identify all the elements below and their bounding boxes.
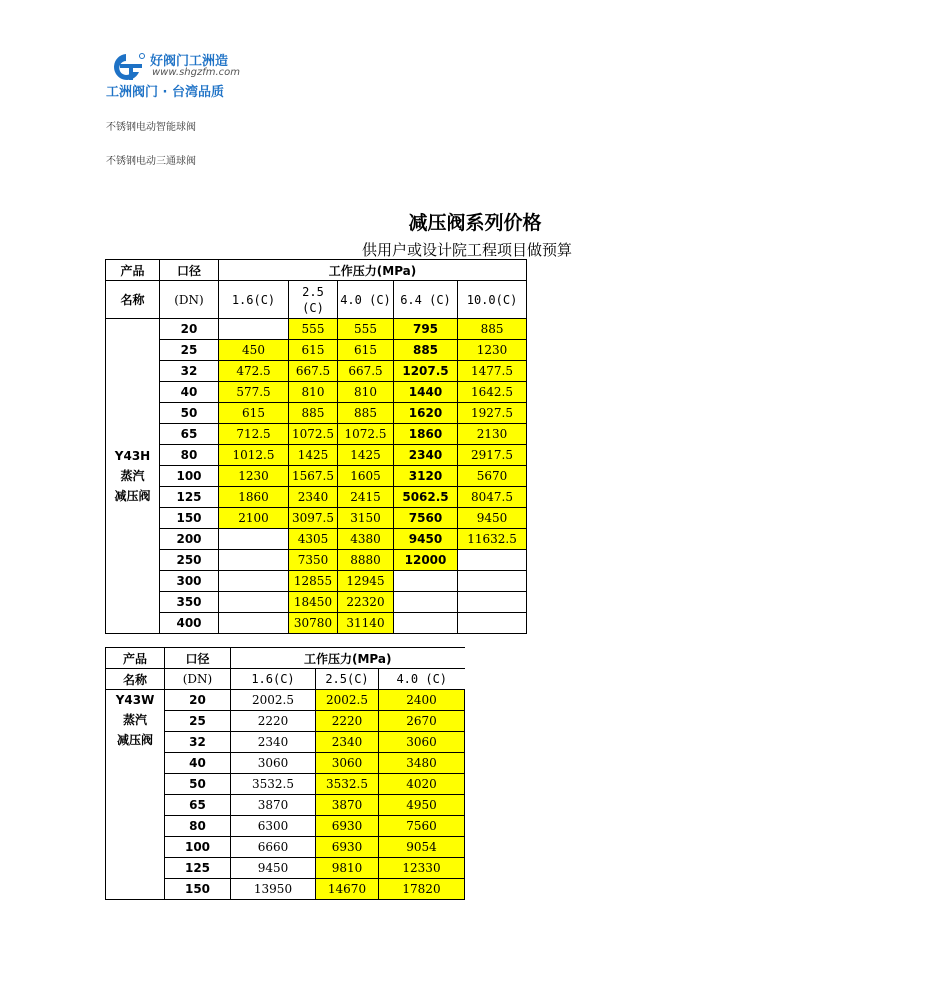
- price-cell: 2220: [316, 711, 379, 732]
- price-cell: [394, 613, 458, 634]
- price-cell: 2917.5: [458, 445, 527, 466]
- price-cell: 2340: [316, 732, 379, 753]
- price-cell: [219, 571, 289, 592]
- price-table-y43h: [105, 259, 527, 634]
- logo-slogan: 好阀门工洲造: [150, 54, 229, 69]
- price-cell: 9450: [394, 529, 458, 550]
- price-cell: 22320: [338, 592, 394, 613]
- price-cell: 795: [394, 319, 458, 340]
- price-cell: 3480: [379, 753, 465, 774]
- price-cell: 1012.5: [219, 445, 289, 466]
- table-row: [106, 340, 527, 361]
- price-cell: [394, 592, 458, 613]
- header-pressure: 工作压力(MPa): [231, 648, 465, 669]
- dn-cell: 25: [160, 340, 219, 361]
- dn-cell: 32: [165, 732, 231, 753]
- price-cell: 1620: [394, 403, 458, 424]
- table-row: [106, 424, 527, 445]
- price-cell: 615: [289, 340, 338, 361]
- page-subtitle: 供用户或设计院工程项目做预算: [362, 241, 573, 259]
- product-name-line: 减压阀: [114, 489, 151, 503]
- link-electric-smart-ball-valve[interactable]: 不锈钢电动智能球阀: [106, 122, 196, 133]
- dn-cell: 40: [160, 382, 219, 403]
- price-cell: [458, 550, 527, 571]
- price-cell: 1567.5: [289, 466, 338, 487]
- header-pressure-2: 4.0 (C): [338, 281, 394, 319]
- price-cell: 3060: [231, 753, 316, 774]
- price-cell: 1605: [338, 466, 394, 487]
- price-cell: 2002.5: [231, 690, 316, 711]
- price-cell: 2130: [458, 424, 527, 445]
- price-cell: 1860: [394, 424, 458, 445]
- logo-brand: 工洲阀门 · 台湾品质: [106, 85, 224, 100]
- header-pressure-1: 2.5(C): [289, 281, 338, 319]
- price-cell: 8880: [338, 550, 394, 571]
- company-logo: [106, 50, 246, 98]
- price-cell: 6930: [316, 837, 379, 858]
- header-pressure-1: 2.5(C): [316, 669, 379, 690]
- header-dn: 口径: [165, 648, 231, 669]
- price-cell: 2415: [338, 487, 394, 508]
- price-cell: [219, 592, 289, 613]
- price-cell: [219, 529, 289, 550]
- price-cell: 31140: [338, 613, 394, 634]
- price-cell: 6660: [231, 837, 316, 858]
- dn-cell: 400: [160, 613, 219, 634]
- price-cell: 885: [338, 403, 394, 424]
- price-cell: 13950: [231, 879, 316, 900]
- table-row: [106, 571, 527, 592]
- price-cell: 667.5: [289, 361, 338, 382]
- page-title: 减压阀系列价格: [408, 212, 542, 234]
- price-cell: 1425: [338, 445, 394, 466]
- price-cell: 11632.5: [458, 529, 527, 550]
- price-cell: 12000: [394, 550, 458, 571]
- product-name-cell: [106, 690, 165, 900]
- price-cell: 2002.5: [316, 690, 379, 711]
- price-cell: 9054: [379, 837, 465, 858]
- price-cell: 12855: [289, 571, 338, 592]
- price-table-y43w: [105, 647, 465, 900]
- price-cell: 4020: [379, 774, 465, 795]
- price-cell: 8047.5: [458, 487, 527, 508]
- price-cell: 12330: [379, 858, 465, 879]
- price-cell: [458, 571, 527, 592]
- price-cell: 5670: [458, 466, 527, 487]
- price-cell: 450: [219, 340, 289, 361]
- dn-cell: 32: [160, 361, 219, 382]
- header-pressure: 工作压力(MPa): [219, 260, 527, 281]
- price-cell: 472.5: [219, 361, 289, 382]
- price-cell: 2670: [379, 711, 465, 732]
- header-pressure-0: 1.6(C): [231, 669, 316, 690]
- price-cell: 6300: [231, 816, 316, 837]
- dn-cell: 80: [165, 816, 231, 837]
- gz-logo-icon: [106, 52, 146, 82]
- price-cell: 555: [289, 319, 338, 340]
- price-cell: 555: [338, 319, 394, 340]
- dn-cell: 80: [160, 445, 219, 466]
- price-cell: 1425: [289, 445, 338, 466]
- product-name-line: Y43W: [115, 693, 155, 707]
- price-cell: 14670: [316, 879, 379, 900]
- price-cell: 1927.5: [458, 403, 527, 424]
- price-cell: 885: [458, 319, 527, 340]
- price-cell: [219, 613, 289, 634]
- price-cell: 3870: [316, 795, 379, 816]
- header-product-name: 名称: [106, 669, 165, 690]
- dn-cell: 65: [165, 795, 231, 816]
- dn-cell: 100: [165, 837, 231, 858]
- price-cell: 577.5: [219, 382, 289, 403]
- price-cell: 6930: [316, 816, 379, 837]
- price-cell: 810: [338, 382, 394, 403]
- price-cell: 4950: [379, 795, 465, 816]
- table-row: [106, 592, 527, 613]
- price-cell: [458, 592, 527, 613]
- price-cell: 3870: [231, 795, 316, 816]
- price-cell: 1072.5: [289, 424, 338, 445]
- header-pressure-2: 4.0 (C): [379, 669, 465, 690]
- price-cell: 3060: [379, 732, 465, 753]
- price-cell: 3060: [316, 753, 379, 774]
- price-cell: 2340: [394, 445, 458, 466]
- price-cell: 3532.5: [316, 774, 379, 795]
- product-name-cell: [106, 319, 160, 634]
- price-cell: 17820: [379, 879, 465, 900]
- price-cell: 2220: [231, 711, 316, 732]
- product-name-line: 减压阀: [116, 733, 153, 747]
- dn-cell: 125: [160, 487, 219, 508]
- dn-cell: 20: [160, 319, 219, 340]
- price-cell: 4305: [289, 529, 338, 550]
- price-cell: 1477.5: [458, 361, 527, 382]
- dn-cell: 25: [165, 711, 231, 732]
- price-cell: 3150: [338, 508, 394, 529]
- header-product-name: 名称: [106, 281, 160, 319]
- product-name-line: Y43H: [114, 449, 151, 463]
- price-cell: [394, 571, 458, 592]
- price-cell: 3120: [394, 466, 458, 487]
- product-name-line: 蒸汽: [122, 713, 147, 727]
- price-cell: 1642.5: [458, 382, 527, 403]
- header-product: 产品: [106, 648, 165, 669]
- table-row: [106, 508, 527, 529]
- price-cell: 3097.5: [289, 508, 338, 529]
- header-pressure-0: 1.6(C): [219, 281, 289, 319]
- dn-cell: 65: [160, 424, 219, 445]
- price-cell: 18450: [289, 592, 338, 613]
- price-cell: 1230: [458, 340, 527, 361]
- price-cell: 810: [289, 382, 338, 403]
- dn-cell: 50: [160, 403, 219, 424]
- table-row: [106, 319, 527, 340]
- product-name-line: 蒸汽: [120, 469, 145, 483]
- table-row: [106, 382, 527, 403]
- table-row: [106, 361, 527, 382]
- price-cell: 2340: [289, 487, 338, 508]
- price-cell: 1440: [394, 382, 458, 403]
- price-cell: 885: [394, 340, 458, 361]
- price-cell: 2400: [379, 690, 465, 711]
- dn-cell: 100: [160, 466, 219, 487]
- price-cell: 1230: [219, 466, 289, 487]
- dn-cell: 50: [165, 774, 231, 795]
- header-pressure-3: 6.4 (C): [394, 281, 458, 319]
- header-dn-unit: (DN): [160, 281, 219, 319]
- price-cell: 3532.5: [231, 774, 316, 795]
- dn-cell: 250: [160, 550, 219, 571]
- logo-url: www.shgzfm.com: [152, 67, 241, 78]
- price-cell: 30780: [289, 613, 338, 634]
- table-row: [106, 487, 527, 508]
- price-cell: [458, 613, 527, 634]
- dn-cell: 350: [160, 592, 219, 613]
- price-cell: [219, 319, 289, 340]
- dn-cell: 40: [165, 753, 231, 774]
- dn-cell: 200: [160, 529, 219, 550]
- price-cell: 7560: [379, 816, 465, 837]
- dn-cell: 125: [165, 858, 231, 879]
- price-cell: 5062.5: [394, 487, 458, 508]
- dn-cell: 300: [160, 571, 219, 592]
- table-row: [106, 466, 527, 487]
- price-cell: 1860: [219, 487, 289, 508]
- table-row: [106, 445, 527, 466]
- price-cell: 2340: [231, 732, 316, 753]
- price-cell: 7560: [394, 508, 458, 529]
- price-cell: [219, 550, 289, 571]
- dn-cell: 150: [160, 508, 219, 529]
- price-cell: 7350: [289, 550, 338, 571]
- price-cell: 9810: [316, 858, 379, 879]
- price-cell: 4380: [338, 529, 394, 550]
- price-cell: 2100: [219, 508, 289, 529]
- price-cell: 1072.5: [338, 424, 394, 445]
- price-cell: 712.5: [219, 424, 289, 445]
- table-row: [106, 529, 527, 550]
- header-dn-unit: (DN): [165, 669, 231, 690]
- table-row: [106, 403, 527, 424]
- table-row: [106, 613, 527, 634]
- header-product: 产品: [106, 260, 160, 281]
- price-cell: 9450: [458, 508, 527, 529]
- price-cell: 12945: [338, 571, 394, 592]
- table-row: [106, 690, 465, 711]
- price-cell: 885: [289, 403, 338, 424]
- link-electric-three-way-ball-valve[interactable]: 不锈钢电动三通球阀: [106, 156, 196, 167]
- price-cell: 615: [338, 340, 394, 361]
- price-cell: 615: [219, 403, 289, 424]
- header-dn: 口径: [160, 260, 219, 281]
- table-row: [106, 550, 527, 571]
- price-cell: 9450: [231, 858, 316, 879]
- price-cell: 1207.5: [394, 361, 458, 382]
- price-cell: 667.5: [338, 361, 394, 382]
- dn-cell: 150: [165, 879, 231, 900]
- dn-cell: 20: [165, 690, 231, 711]
- header-pressure-4: 10.0(C): [458, 281, 527, 319]
